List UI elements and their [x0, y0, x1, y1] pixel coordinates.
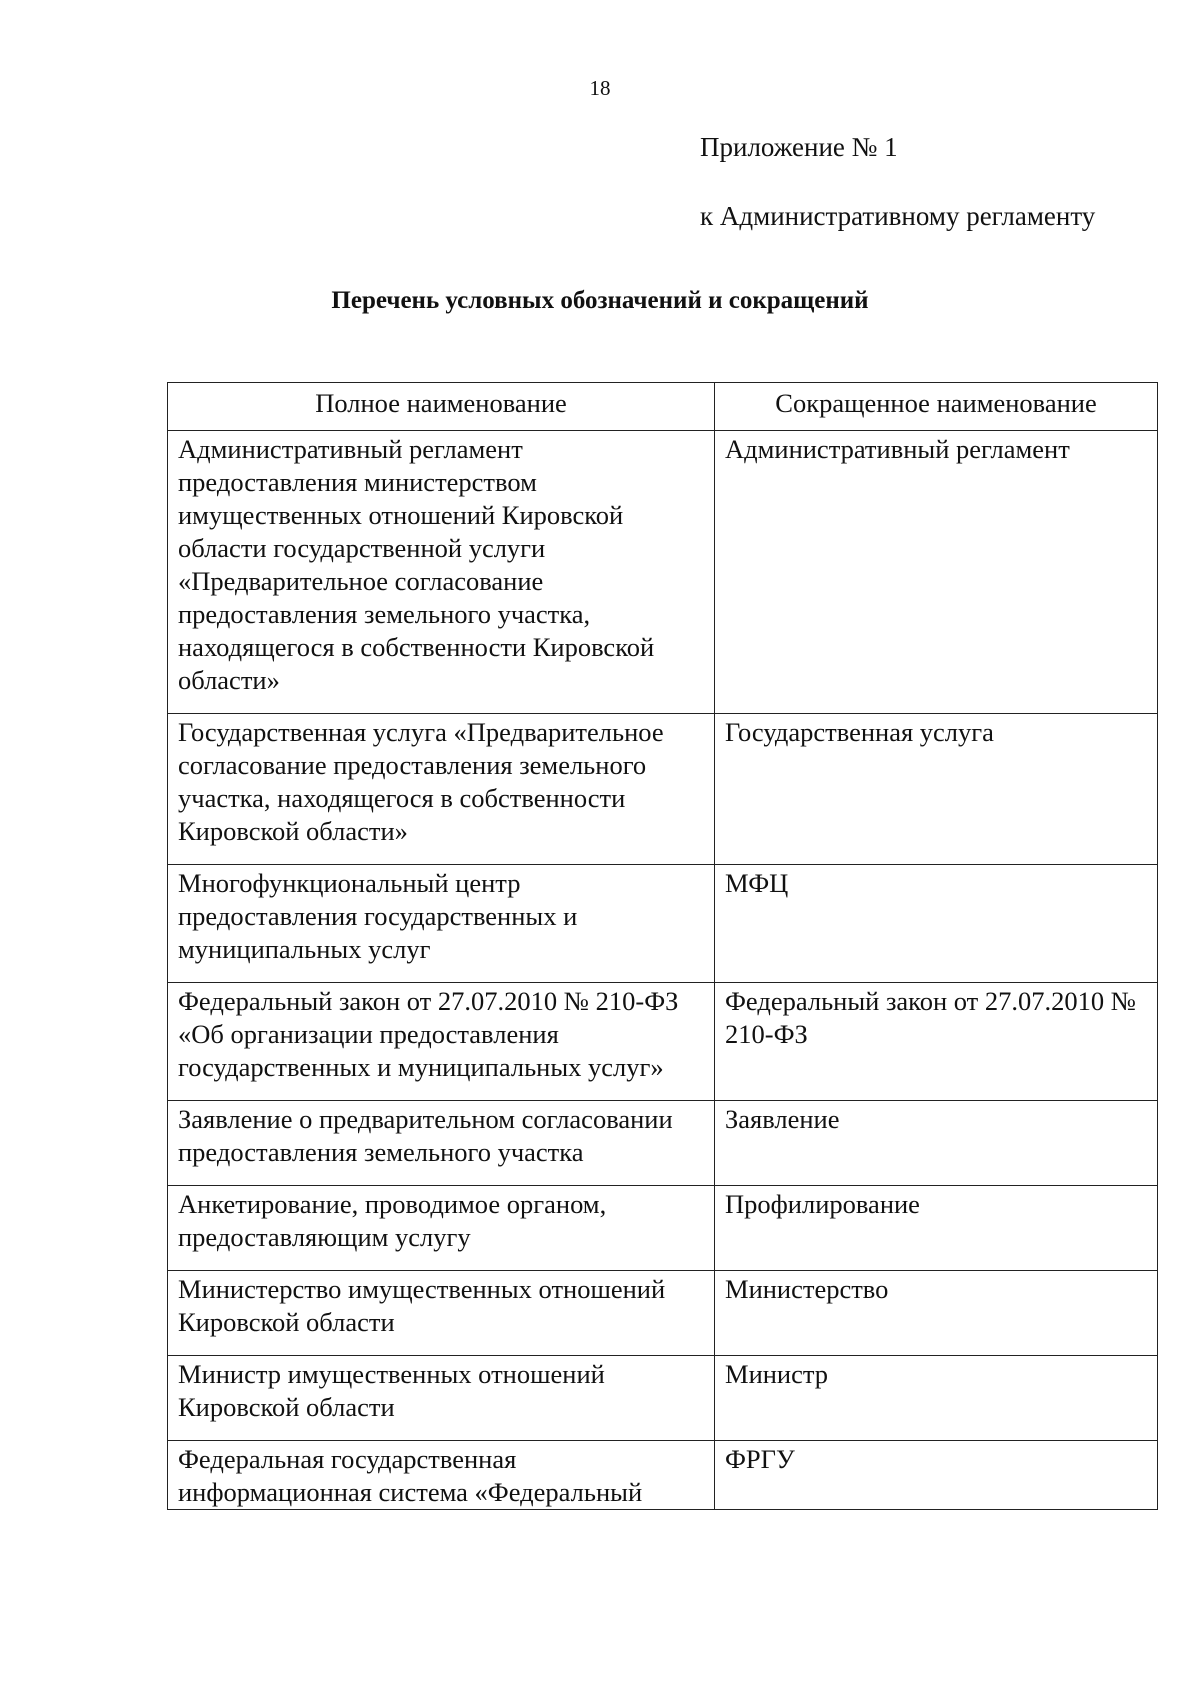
full-name-cell [168, 865, 715, 983]
short-name-cell [715, 865, 1158, 983]
abbreviations-table [167, 382, 1158, 1510]
short-name-cell [715, 1101, 1158, 1186]
short-name-text: Административный регламент [725, 434, 1070, 464]
table-row [168, 1356, 1158, 1441]
short-name-text: Министр [725, 1359, 829, 1389]
document-title: Перечень условных обозначений и сокращений [331, 287, 869, 314]
table-row [168, 983, 1158, 1101]
short-name-text: ФРГУ [725, 1444, 795, 1474]
header-full-name: Полное наименование [168, 383, 715, 431]
short-name-cell [715, 1441, 1158, 1510]
full-name-cell [168, 431, 715, 714]
full-name-text: Административный регламент предоставления министерством имущественных отношений Кировской области государственной услуги «Предварительное согласование предоставления земельного участка, находящегося в собственности Кировской области» [178, 434, 655, 695]
full-name-text: Заявление о предварительном согласовании предоставления земельного участка [178, 1104, 673, 1167]
full-name-text: Министерство имущественных отношений Кировской области [178, 1274, 666, 1337]
short-name-cell [715, 1186, 1158, 1271]
full-name-cell [168, 1271, 715, 1356]
appendix-label: Приложение № 1 [700, 132, 898, 162]
short-name-cell [715, 1356, 1158, 1441]
table-header-row [168, 383, 1158, 431]
full-name-text: Государственная услуга «Предварительное согласование предоставления земельного участка, находящегося в собственности Кировской области» [178, 717, 664, 846]
header-short-name: Сокращенное наименование [715, 383, 1158, 431]
full-name-text: Многофункциональный центр предоставления государственных и муниципальных услуг [178, 868, 578, 964]
short-name-text: МФЦ [725, 868, 789, 898]
full-name-cell [168, 1186, 715, 1271]
full-name-cell [168, 1101, 715, 1186]
full-name-text: Федеральная государственная информационная система «Федеральный [178, 1444, 643, 1507]
full-name-cell [168, 983, 715, 1101]
full-name-text: Министр имущественных отношений Кировской области [178, 1359, 605, 1422]
table-row [168, 714, 1158, 865]
full-name-text: Анкетирование, проводимое органом, предоставляющим услугу [178, 1189, 607, 1252]
short-name-cell [715, 983, 1158, 1101]
table-row [168, 1186, 1158, 1271]
short-name-text: Заявление [725, 1104, 840, 1134]
short-name-cell [715, 431, 1158, 714]
short-name-text: Министерство [725, 1274, 889, 1304]
table-row [168, 1101, 1158, 1186]
table-row [168, 431, 1158, 714]
short-name-text: Государственная услуга [725, 717, 994, 747]
page-number: 18 [589, 76, 611, 100]
short-name-cell [715, 714, 1158, 865]
table-row [168, 1441, 1158, 1510]
full-name-cell [168, 714, 715, 865]
table-row [168, 1271, 1158, 1356]
full-name-cell [168, 1441, 715, 1510]
table-row [168, 865, 1158, 983]
appendix-reference: к Административному регламенту [700, 201, 1096, 231]
short-name-text: Федеральный закон от 27.07.2010 № 210-ФЗ [725, 986, 1137, 1049]
full-name-cell [168, 1356, 715, 1441]
full-name-text: Федеральный закон от 27.07.2010 № 210-ФЗ «Об организации предоставления государственных и муниципальных услуг» [178, 986, 679, 1082]
short-name-text: Профилирование [725, 1189, 920, 1219]
short-name-cell [715, 1271, 1158, 1356]
